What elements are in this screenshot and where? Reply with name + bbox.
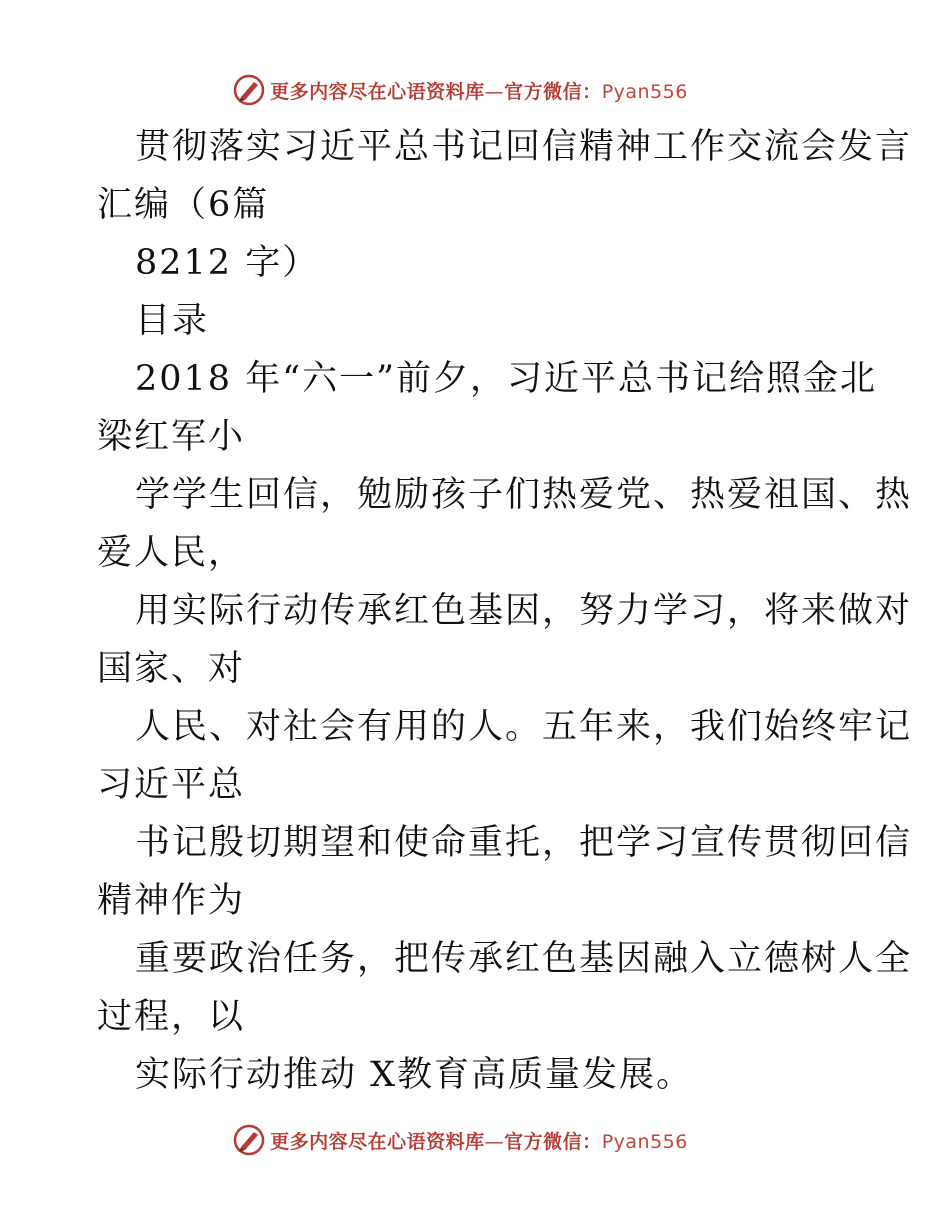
watermark-official: 官方微信： — [504, 1130, 602, 1153]
watermark-text — [270, 1127, 688, 1154]
document-body — [97, 118, 913, 1104]
pen-logo-icon — [232, 1123, 266, 1157]
watermark-text — [270, 77, 688, 104]
paragraph-line: 重要政治任务，把传承红色基因融入立德树人全 — [135, 939, 913, 979]
paragraph-line: 国家、对 — [97, 649, 246, 689]
header-watermark — [0, 70, 950, 110]
watermark-dash: — — [484, 1130, 505, 1153]
watermark-official: 官方微信： — [504, 80, 602, 103]
paragraph-line: 梁红军小 — [97, 417, 246, 457]
watermark-cn: 更多内容尽在心语资料库 — [270, 80, 485, 103]
paragraph-line: 精神作为 — [97, 881, 246, 921]
paragraph-line: 书记殷切期望和使命重托，把学习宣传贯彻回信 — [135, 823, 913, 863]
watermark-wechat-id: Pyan556 — [601, 80, 688, 103]
footer-watermark — [0, 1120, 950, 1160]
paragraph-line: 学学生回信，勉励孩子们热爱党、热爱祖国、热 — [135, 475, 913, 515]
pen-logo-icon — [232, 73, 266, 107]
paragraph-line: 过程，以 — [97, 997, 246, 1037]
paragraph-line: 2018 年“六一”前夕，习近平总书记给照金北 — [135, 359, 877, 399]
watermark-cn: 更多内容尽在心语资料库 — [270, 1130, 485, 1153]
toc-heading: 目录 — [135, 301, 210, 341]
paragraph-line: 习近平总 — [97, 765, 246, 805]
paragraph-line: 人民、对社会有用的人。五年来，我们始终牢记 — [135, 707, 913, 747]
paragraph-line: 爱人民， — [97, 533, 246, 573]
watermark-wechat-id: Pyan556 — [601, 1130, 688, 1153]
title-line-1: 贯彻落实习近平总书记回信精神工作交流会发言 — [135, 127, 913, 167]
paragraph-line: 用实际行动传承红色基因，努力学习，将来做对 — [135, 591, 913, 631]
paragraph-line: 实际行动推动 X教育高质量发展。 — [135, 1055, 694, 1095]
title-line-2: 汇编（6篇 — [97, 185, 270, 225]
watermark-dash: — — [484, 80, 505, 103]
title-line-3: 8212 字） — [135, 243, 320, 283]
